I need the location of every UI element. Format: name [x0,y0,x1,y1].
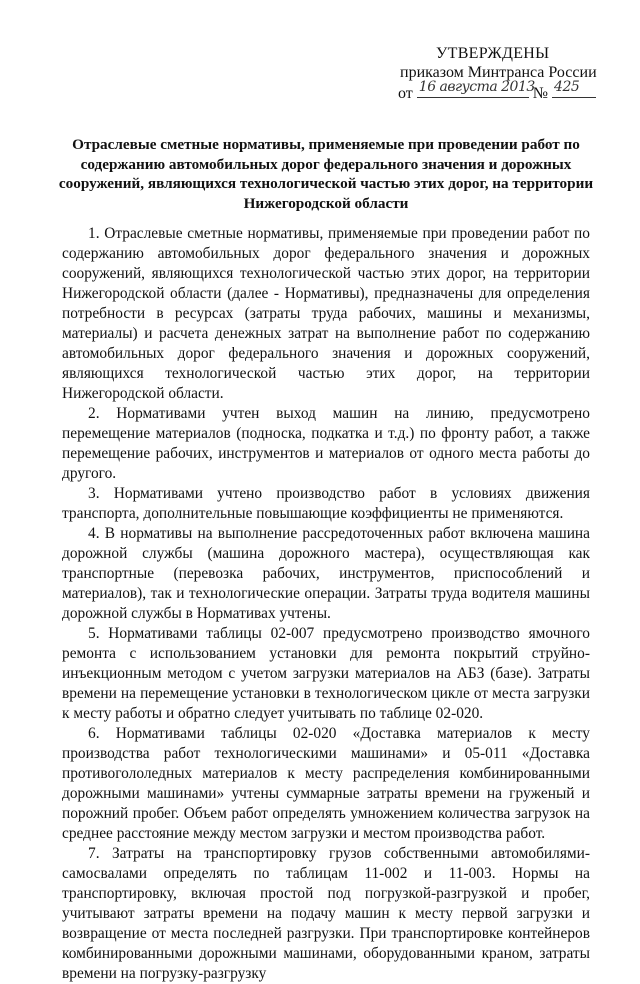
approval-title: УТВЕРЖДЕНЫ [436,45,550,62]
date-prefix: от [398,85,413,102]
approval-stamp [398,44,618,103]
date-field [417,79,535,98]
approval-order: приказом Минтранса России [400,64,597,81]
handwritten-number: 425 [554,79,580,95]
paragraph: 2. Нормативами учтен выход машин на линию, предусмотрено перемещение материалов (подноска, подкатка и т.д.) по фронту работ, а также перемещение рабочих, инструментов и материалов от одного места работы до другого. [62,405,590,482]
paragraph: 4. В нормативы на выполнение рассредоточенных работ включена машина дорожной службы (машина дорожного мастера), осуществляющая как транспортные (перевозка рабочих, инструментов, приспособлений и материалов), так и технологические операции. Затраты труда водителя машины дорожной службы в Нормативах учтены. [62,525,590,622]
paragraph: 7. Затраты на транспортировку грузов собственными автомобилями-самосвалами определять по таблицам 11-002 и 11-003. Нормы на транспортировку, включая простой под погрузкой-разгрузкой и пробег, учитывают затраты времени на подачу машин к месту первой загрузки и возвращение от места последней разгрузки. При транспортировке контейнеров комбинированными дорожными машинами, оборудованными краном, затраты времени на погрузку-разгрузку [62,845,590,982]
paragraph: 6. Нормативами таблицы 02-020 «Доставка материалов к месту производства работ технологическими машинами» и 05-011 «Доставка противогололедных материалов к месту распределения комбинированными дорожными машинами» учтены суммарные затраты времени на груженый и порожний пробег. Объем работ определять умножением количества загрузок на среднее расстояние между местом загрузки и местом производства работ. [62,725,590,842]
paragraph: 3. Нормативами учтено производство работ в условиях движения транспорта, дополнительные повышающие коэффициенты не применяются. [62,485,590,522]
handwritten-date: 16 августа 2013 [418,79,535,95]
document-title: Отраслевые сметные нормативы, применяемые при проведении работ по содержанию автомобильных дорог федерального значения и дорожных сооружений, являющихся технологической частью этих дорог, на территории Нижегородской области [58,136,594,212]
paragraph: 1. Отраслевые сметные нормативы, применяемые при проведении работ по содержанию автомобильных дорог федерального значения и дорожных сооружений, являющихся технологической частью этих дорог, на территории Нижегородской области (далее - Нормативы), предназначены для определения потребности в ресурсах (затраты труда рабочих, машины и механизмы, материалы) и расчета денежных затрат на выполнение работ по содержанию автомобильных дорог федерального значения и дорожных сооружений, являющихся технологической частью этих дорог, на территории Нижегородской области. [62,225,590,402]
number-label: № [532,85,549,102]
document-body [62,224,590,984]
paragraph: 5. Нормативами таблицы 02-007 предусмотрено производство ямочного ремонта с использованием установки для ремонта покрытий струйно-инъекционным методом с учетом загрузки материалов на АБЗ (базе). Затраты времени на перемещение установки в технологическом цикле от места загрузки к месту работы и обратно следует учитывать по таблице 02-020. [62,625,590,722]
number-field [552,79,596,98]
approval-date-line [398,79,618,103]
